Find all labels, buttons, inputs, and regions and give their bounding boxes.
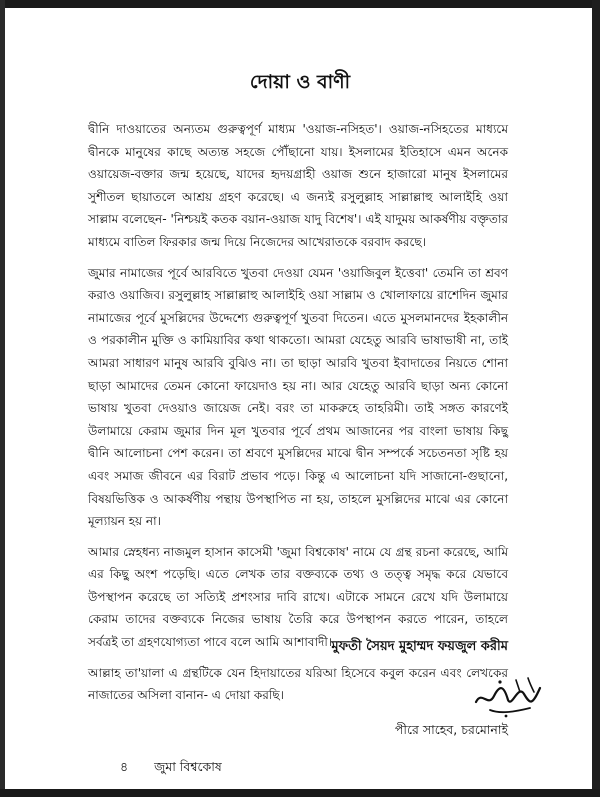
running-title: জুমা বিশ্বকোষ [154, 759, 222, 774]
author-title: পীরে সাহেব, চরমোনাই [394, 722, 508, 737]
scan-border-right [592, 0, 600, 797]
signature-icon [470, 672, 550, 722]
paragraph-4: আল্লাহ তা'য়ালা এ গ্রন্থটিকে যেন হিদায়াতের যরিআ হিসেবে কবুল করেন এবং লেখকের নাজাতের অসিলা বানান- এ দোয়া করছি। [88, 665, 508, 703]
page-footer [120, 759, 222, 779]
scan-border-top [0, 0, 600, 8]
paragraph-2: জুমার নামাজের পূর্বে আরবিতে খুতবা দেওয়া যেমন 'ওয়াজিবুল ইত্তেবা' তেমনি তা শ্রবণ করাও ওয়াজিব। রসুলুল্লাহ সাল্লাল্লাহু আলাইহি ওয়া সাল্লাম ও খোলাফায়ে রাশেদিন জুমার নামাজের পূর্বে মুসল্লিদের উদ্দেশ্যে গুরুত্বপূর্ণ খুতবা দিতেন। এতে মুসলমানদের ইহকালীন ও পরকালীন মুক্তি ও কামিয়াবির কথা থাকতো। আমরা যেহেতু আরবি ভাষাভাষী না, তাই আমরা সাধারণ মানুষ আরবি বুঝিও না। তা ছাড়া আরবি খুতবা ইবাদাতের নিয়তে শোনা ছাড়া আমাদের তেমন কোনো ফায়েদাও হয় না। আর যেহেতু আরবি ছাড়া অন্য কোনো ভাষায় খুতবা দেওয়াও জায়েজ নেই। বরং তা মাকরুহে তাহরিমী। তাই সঙ্গত কারণেই উলামায়ে কেরাম জুমার দিন মূল খুতবার পূর্বে প্রথম আজানের পর বাংলা ভাষায় কিছু দ্বীনি আলোচনা পেশ করেন। তা শ্রবণে মুসল্লিদের মাঝে দ্বীন সম্পর্কে সচেতনতা সৃষ্টি হয় এবং সমাজ জীবনে এর বিরাট প্রভাব পড়ে। কিন্তু এ আলোচনা যদি সাজানো-গুছানো, বিষয়ভিত্তিক ও আকর্ষণীয় পন্থায় উপস্থাপিত না হয়, তাহলে মুসল্লিদের মাঝে এর কোনো মূল্যায়ন হয় না। [88, 265, 508, 529]
paragraph-1: দ্বীনি দাওয়াতের অন্যতম গুরুত্বপূর্ণ মাধ্যম 'ওয়াজ-নসিহত'। ওয়াজ-নসিহতের মাধ্যমে দ্বীনকে মানুষের কাছে অত্যন্ত সহজে পৌঁছানো যায়। ইসলামের ইতিহাসে এমন অনেক ওয়ায়েজ-বক্তার জন্ম হয়েছে, যাদের হৃদয়গ্রাহী ওয়াজ শুনে হাজারো মানুষ ইসলামের সুশীতল ছায়াতলে আশ্রয় গ্রহণ করেছে। এ জন্যই রসুলুল্লাহ সাল্লাল্লাহু আলাইহি ওয়া সাল্লাম বলেছেন- 'নিশ্চয়ই কতক বয়ান-ওয়াজ যাদু বিশেষ'। এই যাদুময় আকর্ষণীয় বক্তৃতার মাধ্যমে বাতিল ফিরকার জন্ম দিয়ে নিজেদের আখেরাতকে বরবাদ করছে। [88, 122, 508, 249]
page-number: ৪ [120, 759, 129, 774]
author-name: মুফতী সৈয়দ মুহাম্মদ ফয়জুল করীম [331, 639, 508, 654]
scan-border-left [0, 0, 5, 797]
scan-border-bottom [0, 789, 600, 797]
page-title: দোয়া ও বাণী [249, 71, 351, 93]
paragraph-3: আমার স্নেহধন্য নাজমুল হাসান কাসেমী 'জুমা বিশ্বকোষ' নামে যে গ্রন্থ রচনা করেছে, আমি এর কিছু অংশ পড়েছি। এতে লেখক তার বক্তব্যকে তথ্য ও তত্ত্ব সমৃদ্ধ করে যেভাবে উপস্থাপন করেছে তা সত্যিই প্রশংসার দাবি রাখে। এটাকে সামনে রেখে যদি উলামায়ে কেরাম তাদের বক্তব্যকে নিজের ভাষায় তৈরি করে উপস্থাপন করতে পারেন, তাহলে সর্বত্রই তা গ্রহণযোগ্যতা পাবে বলে আমি আশাবাদী। [88, 544, 508, 650]
body-text [88, 118, 508, 715]
